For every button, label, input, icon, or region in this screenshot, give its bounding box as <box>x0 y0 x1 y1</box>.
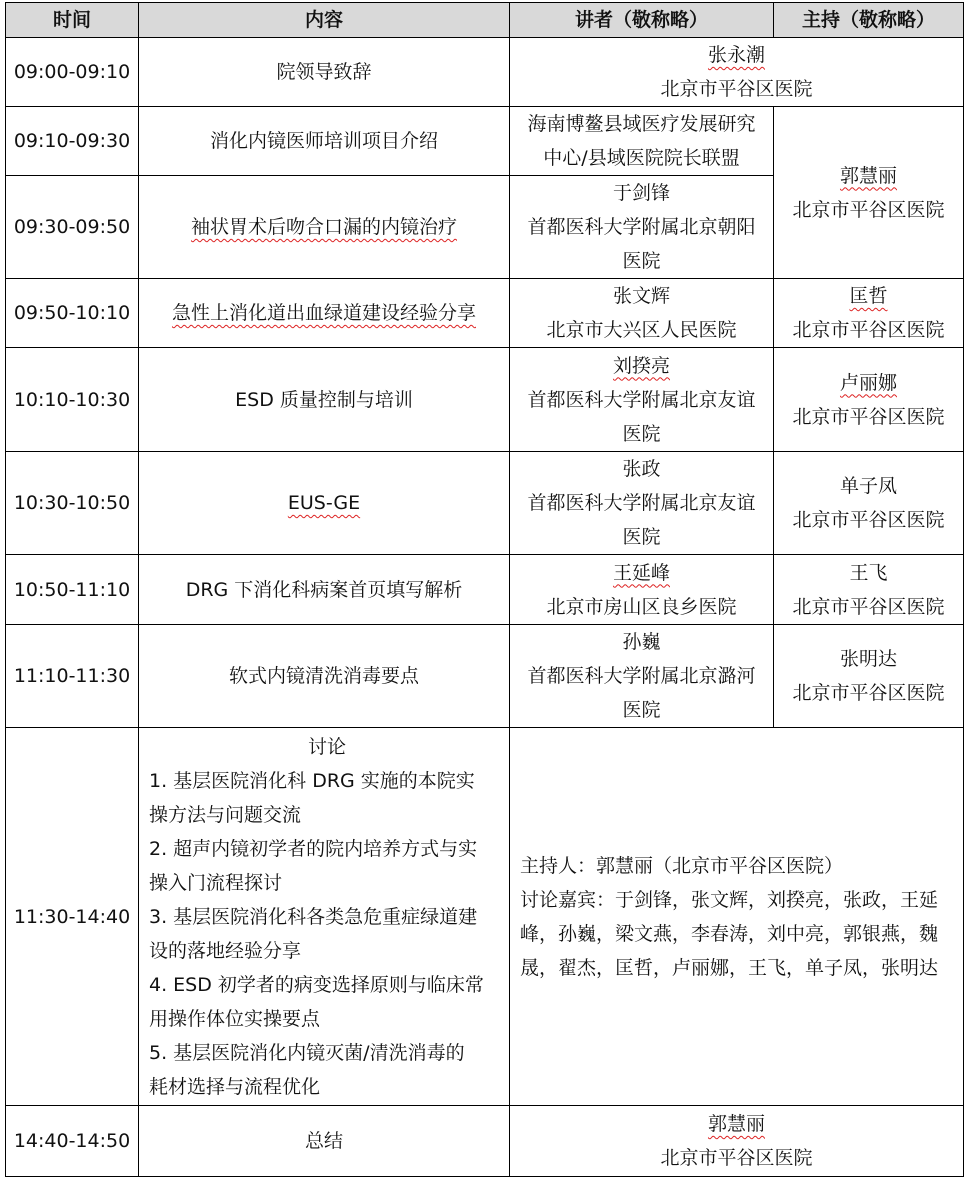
host-name: 单子凤 <box>839 475 897 497</box>
discussion-people-cell <box>510 728 964 1106</box>
host-name: 王飞 <box>849 561 888 584</box>
host-name: 张明达 <box>839 648 897 670</box>
speaker-org: 中心/县域医院院长联盟 <box>543 147 740 169</box>
table-row <box>6 625 964 728</box>
host-cell <box>774 107 964 279</box>
header-speaker: 讲者（敬称略） <box>510 3 774 38</box>
speaker-org: 医院 <box>622 422 661 445</box>
content-cell: 总结 <box>139 1106 510 1177</box>
content-cell <box>139 452 510 555</box>
speaker-name: 张文辉 <box>612 285 670 307</box>
header-time: 时间 <box>6 3 139 38</box>
time-cell: 11:30-14:40 <box>6 728 139 1106</box>
speaker-name: 郭慧丽 <box>707 1113 765 1135</box>
host-org: 北京市平谷区医院 <box>792 595 945 618</box>
table-row <box>6 555 964 625</box>
summary-row <box>6 1106 964 1177</box>
content-cell: DRG 下消化科病案首页填写解析 <box>139 555 510 625</box>
speaker-org: 首都医科大学附属北京潞河 <box>527 665 756 687</box>
speaker-org: 医院 <box>622 526 661 548</box>
content-cell: 院领导致辞 <box>139 38 510 107</box>
speaker-org: 首都医科大学附属北京友谊 <box>527 388 756 411</box>
content-text: 急性上消化道出血绿道建设经验分享 <box>171 302 476 324</box>
topic-line: 5. 基层医院消化内镜灭菌/清洗消毒的 <box>149 1041 465 1064</box>
host-cell <box>774 625 964 728</box>
speaker-org: 海南博鳌县域医疗发展研究 <box>527 113 756 135</box>
content-cell: 消化内镜医师培训项目介绍 <box>139 107 510 176</box>
speaker-cell <box>510 452 774 555</box>
content-cell <box>139 279 510 348</box>
time-cell: 09:30-09:50 <box>6 176 139 279</box>
speaker-org: 北京市大兴区人民医院 <box>546 319 737 341</box>
host-cell <box>774 279 964 348</box>
host-cell <box>774 348 964 452</box>
table-row <box>6 38 964 107</box>
topic-line: 3. 基层医院消化科各类急危重症绿道建 <box>149 905 478 928</box>
speaker-cell <box>510 279 774 348</box>
time-cell: 09:10-09:30 <box>6 107 139 176</box>
speaker-cell <box>510 176 774 279</box>
topic-line: 2. 超声内镜初学者的院内培养方式与实 <box>149 837 478 860</box>
topic-line: 用操作体位实操要点 <box>149 1007 321 1030</box>
topic-line: 操入门流程探讨 <box>149 871 283 894</box>
discussion-host-line: 主持人：郭慧丽（北京市平谷区医院） <box>520 854 844 877</box>
speaker-name: 孙巍 <box>622 631 661 653</box>
speaker-org: 首都医科大学附属北京友谊 <box>527 492 756 514</box>
discussion-guests-line: 讨论嘉宾：于剑锋，张文辉，刘揆亮，张政，王延 <box>520 888 939 911</box>
speaker-cell <box>510 625 774 728</box>
speaker-org: 首都医科大学附属北京朝阳 <box>527 216 756 238</box>
header-row <box>6 3 964 38</box>
time-cell: 10:50-11:10 <box>6 555 139 625</box>
host-name: 匡哲 <box>849 285 888 307</box>
content-cell: ESD 质量控制与培训 <box>139 348 510 452</box>
discussion-title: 讨论 <box>307 735 346 758</box>
table-row <box>6 279 964 348</box>
table-row <box>6 452 964 555</box>
speaker-cell <box>510 1106 964 1177</box>
discussion-guests-line: 峰，孙巍，梁文燕，李春涛，刘中亮，郭银燕，魏 <box>520 922 939 945</box>
host-name: 卢丽娜 <box>839 371 897 394</box>
speaker-org: 北京市房山区良乡医院 <box>546 595 737 618</box>
discussion-topics-cell <box>139 728 510 1106</box>
time-cell: 14:40-14:50 <box>6 1106 139 1177</box>
speaker-org: 北京市平谷区医院 <box>660 1147 813 1169</box>
speaker-name: 王延峰 <box>612 561 670 584</box>
content-text: 袖状胃术后吻合口漏的内镜治疗 <box>190 216 457 238</box>
agenda-table <box>5 2 964 1177</box>
topic-line: 耗材选择与流程优化 <box>149 1075 321 1098</box>
time-cell: 09:00-09:10 <box>6 38 139 107</box>
topic-line: 设的落地经验分享 <box>149 939 302 962</box>
speaker-org: 北京市平谷区医院 <box>660 78 813 100</box>
host-name: 郭慧丽 <box>839 164 897 187</box>
speaker-cell <box>510 107 774 176</box>
speaker-name: 张永潮 <box>707 44 765 66</box>
header-host: 主持（敬称略） <box>774 3 964 38</box>
speaker-cell <box>510 348 774 452</box>
time-cell: 09:50-10:10 <box>6 279 139 348</box>
speaker-org: 医院 <box>622 250 661 272</box>
speaker-name: 于剑锋 <box>612 182 670 204</box>
speaker-cell <box>510 555 774 625</box>
speaker-org: 医院 <box>622 699 661 721</box>
host-cell <box>774 452 964 555</box>
speaker-name: 张政 <box>622 458 661 480</box>
time-cell: 11:10-11:30 <box>6 625 139 728</box>
table-row <box>6 348 964 452</box>
host-org: 北京市平谷区医院 <box>792 682 945 704</box>
content-cell <box>139 176 510 279</box>
host-org: 北京市平谷区医院 <box>792 509 945 531</box>
speaker-cell <box>510 38 964 107</box>
host-cell <box>774 555 964 625</box>
header-content: 内容 <box>139 3 510 38</box>
speaker-name: 刘揆亮 <box>612 354 670 377</box>
topic-line: 操方法与问题交流 <box>149 803 302 826</box>
discussion-row <box>6 728 964 1106</box>
host-org: 北京市平谷区医院 <box>792 319 945 341</box>
content-text: EUS-GE <box>287 492 361 514</box>
content-cell: 软式内镜清洗消毒要点 <box>139 625 510 728</box>
host-org: 北京市平谷区医院 <box>792 405 945 428</box>
host-org: 北京市平谷区医院 <box>792 198 945 221</box>
time-cell: 10:30-10:50 <box>6 452 139 555</box>
discussion-guests-line: 晟，翟杰，匡哲，卢丽娜，王飞，单子凤，张明达 <box>520 956 939 979</box>
table-row <box>6 107 964 176</box>
topic-line: 1. 基层医院消化科 DRG 实施的本院实 <box>149 769 475 792</box>
topic-line: 4. ESD 初学者的病变选择原则与临床常 <box>149 973 484 996</box>
time-cell: 10:10-10:30 <box>6 348 139 452</box>
